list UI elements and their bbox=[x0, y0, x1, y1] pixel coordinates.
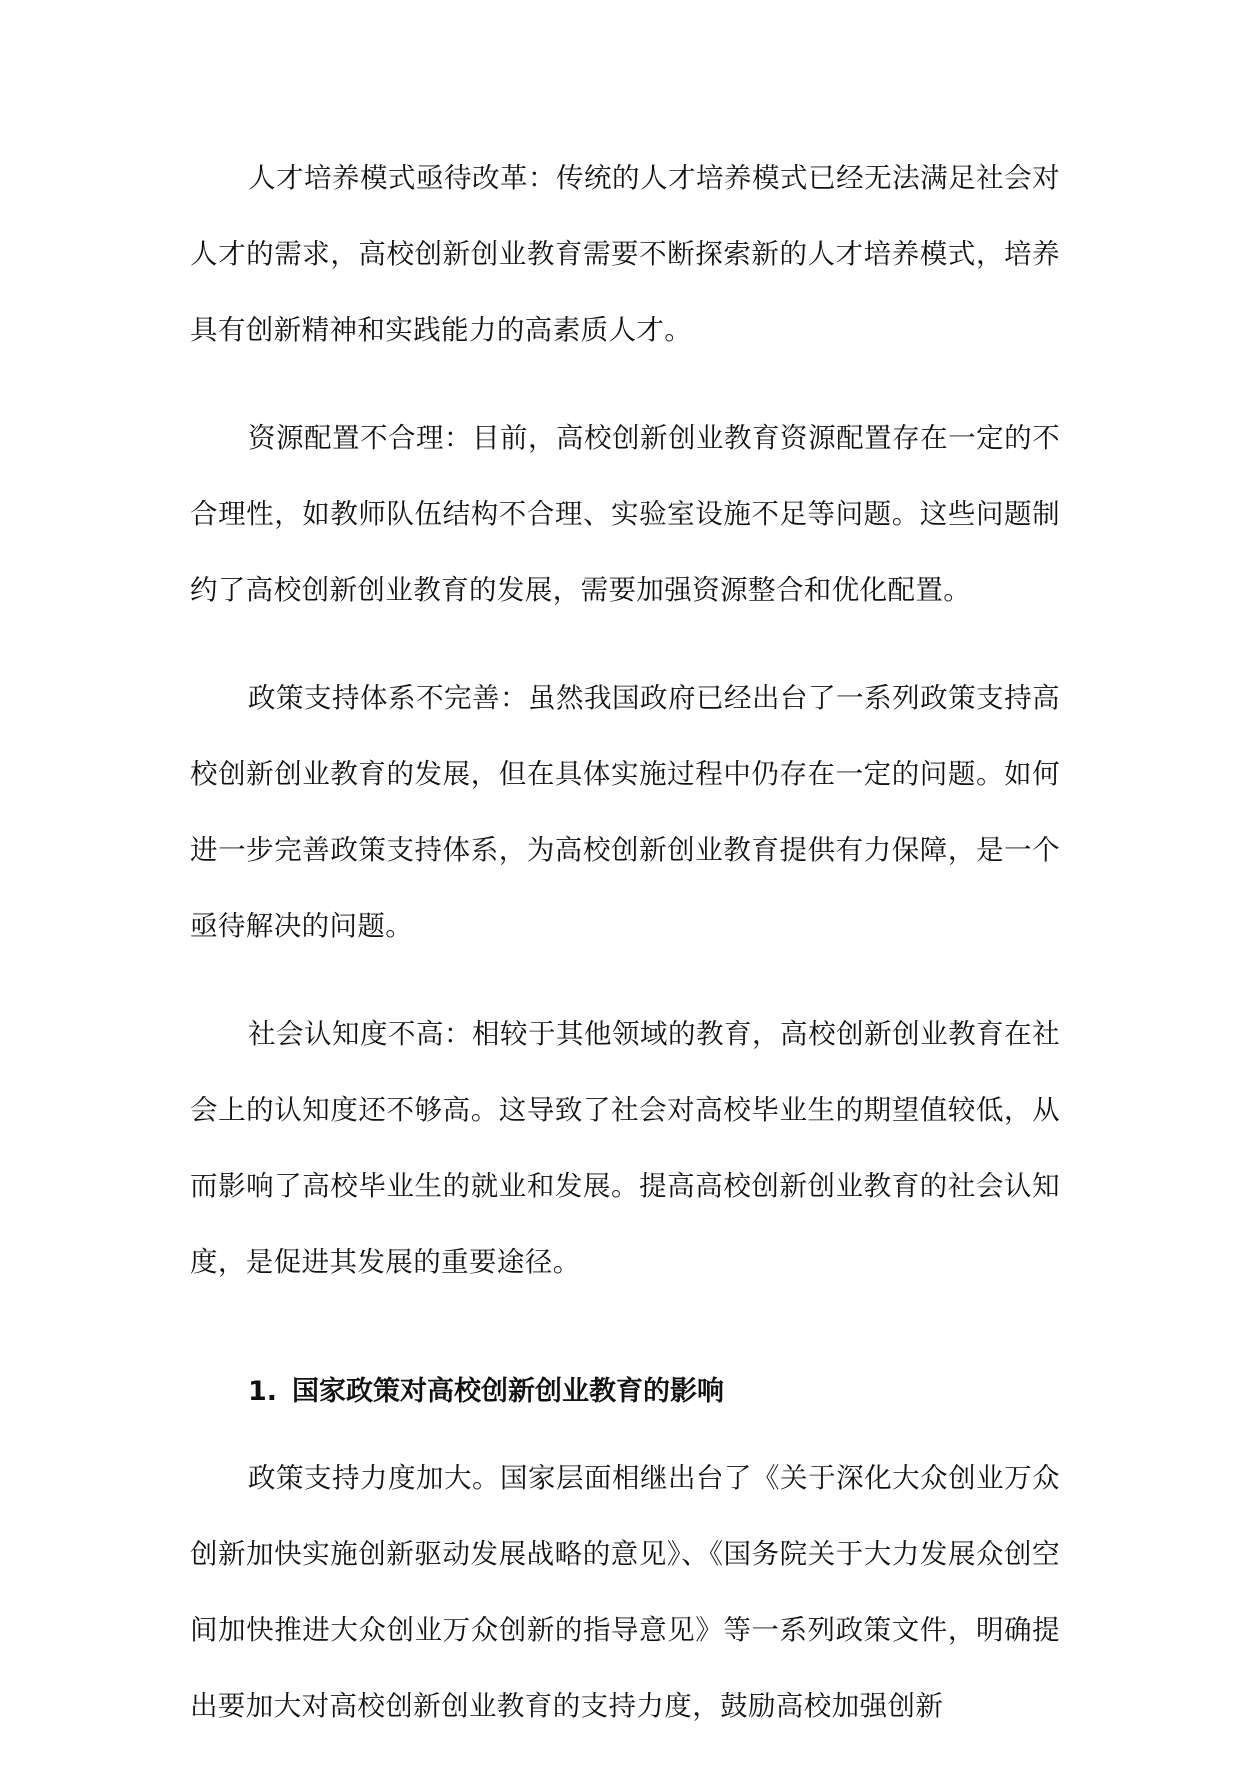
paragraph-talent-training: 人才培养模式亟待改革：传统的人才培养模式已经无法满足社会对人才的需求，高校创新创业教育需要不断探索新的人才培养模式，培养具有创新精神和实践能力的高素质人才。 bbox=[190, 162, 1060, 346]
document-page bbox=[190, 140, 1060, 1776]
paragraph-policy-strength: 政策支持力度加大。国家层面相继出台了《关于深化大众创业万众创新加快实施创新驱动发展战略的意见》、《国务院关于大力发展众创空间加快推进大众创业万众创新的指导意见》等一系列政策文件，明确提出要加大对高校创新创业教育的支持力度，鼓励高校加强创新 bbox=[190, 1462, 1060, 1722]
section-heading-number: 1. bbox=[248, 1376, 278, 1407]
section-heading-text: 国家政策对高校创新创业教育的影响 bbox=[292, 1376, 724, 1407]
paragraph-social-awareness: 社会认知度不高：相较于其他领域的教育，高校创新创业教育在社会上的认知度还不够高。这导致了社会对高校毕业生的期望值较低，从而影响了高校毕业生的就业和发展。提高高校创新创业教育的社会认知度，是促进其发展的重要途径。 bbox=[190, 1018, 1060, 1278]
paragraph-policy-support: 政策支持体系不完善：虽然我国政府已经出台了一系列政策支持高校创新创业教育的发展，但在具体实施过程中仍存在一定的问题。如何进一步完善政策支持体系，为高校创新创业教育提供有力保障，是一个亟待解决的问题。 bbox=[190, 682, 1060, 942]
section-heading bbox=[190, 1332, 1060, 1430]
paragraph-resource-allocation: 资源配置不合理：目前，高校创新创业教育资源配置存在一定的不合理性，如教师队伍结构不合理、实验室设施不足等问题。这些问题制约了高校创新创业教育的发展，需要加强资源整合和优化配置。 bbox=[190, 422, 1060, 606]
